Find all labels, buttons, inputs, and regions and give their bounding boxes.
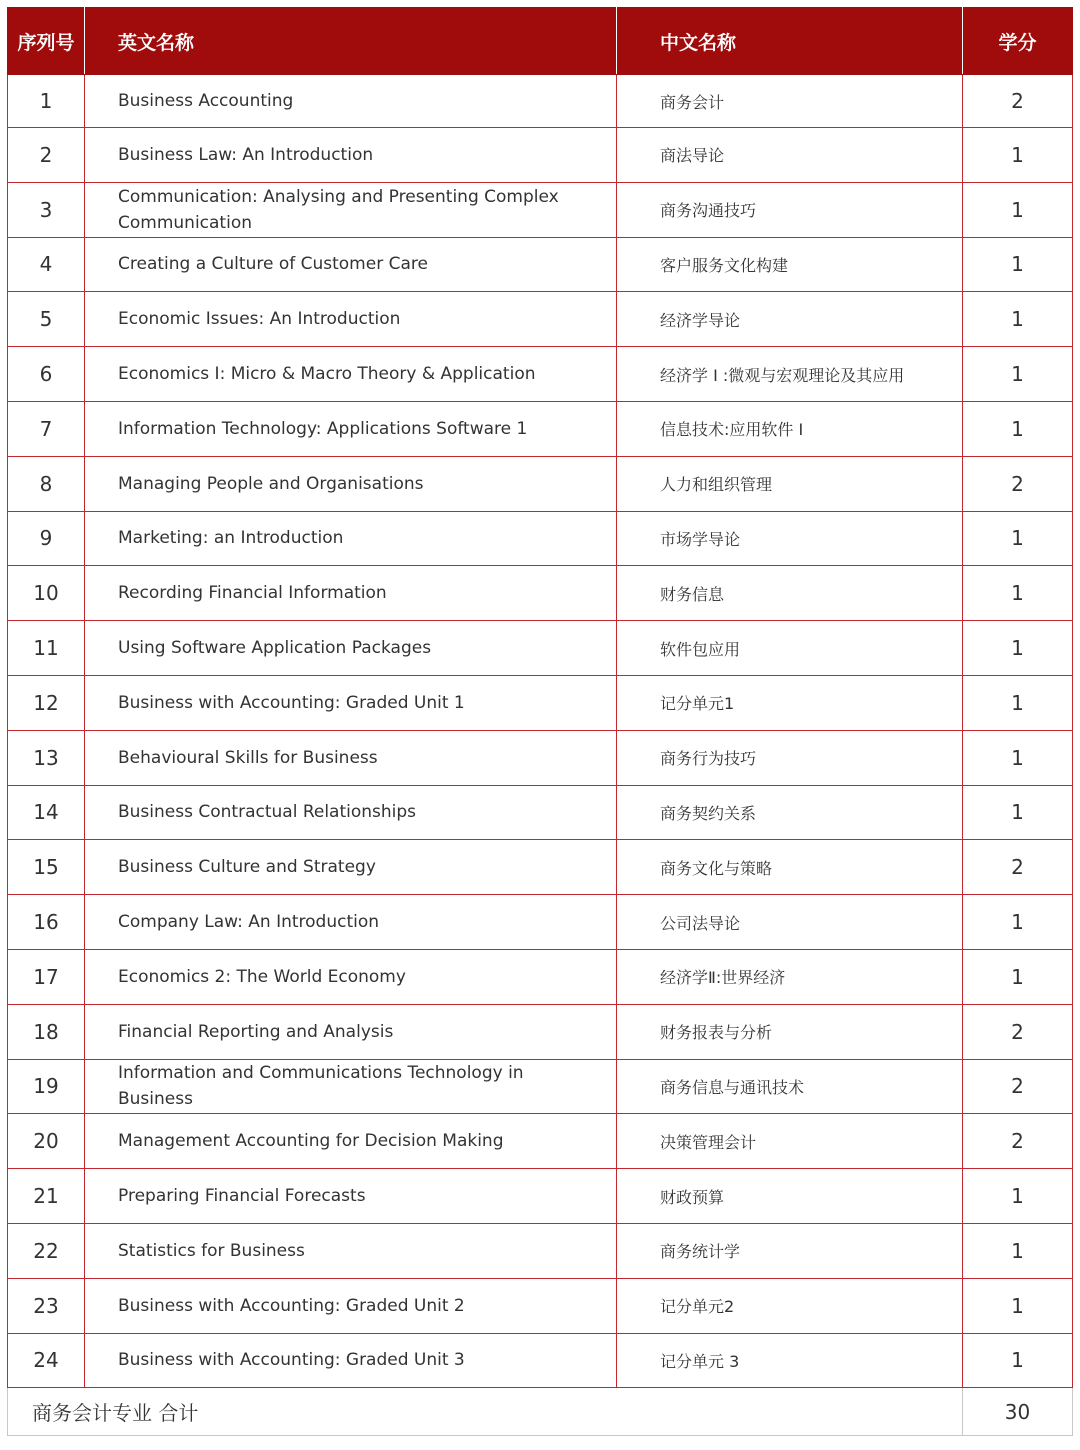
course-number: 4 xyxy=(8,237,85,292)
table-row xyxy=(8,1223,1073,1278)
course-credits: 2 xyxy=(963,1059,1073,1114)
course-english-name: Business Law: An Introduction xyxy=(85,128,617,183)
course-english-name: Economics 2: The World Economy xyxy=(85,949,617,1004)
course-number: 1 xyxy=(8,75,85,128)
course-number: 13 xyxy=(8,730,85,785)
course-english-name: Economics I: Micro & Macro Theory & Application xyxy=(85,347,617,402)
course-number: 15 xyxy=(8,840,85,895)
course-credits: 1 xyxy=(963,1333,1073,1388)
table-row xyxy=(8,1278,1073,1333)
course-chinese-name: 商法导论 xyxy=(617,128,963,183)
course-english-name: Business with Accounting: Graded Unit 3 xyxy=(85,1333,617,1388)
course-number: 24 xyxy=(8,1333,85,1388)
course-number: 14 xyxy=(8,785,85,840)
table-row xyxy=(8,75,1073,128)
course-number: 16 xyxy=(8,895,85,950)
course-credits: 1 xyxy=(963,1278,1073,1333)
course-credits: 1 xyxy=(963,511,1073,566)
table-row xyxy=(8,128,1073,183)
header-credits: 学分 xyxy=(963,8,1073,75)
course-chinese-name: 商务会计 xyxy=(617,75,963,128)
table-row xyxy=(8,840,1073,895)
course-number: 20 xyxy=(8,1114,85,1169)
course-english-name: Using Software Application Packages xyxy=(85,621,617,676)
course-chinese-name: 公司法导论 xyxy=(617,895,963,950)
table-row xyxy=(8,347,1073,402)
course-credits: 1 xyxy=(963,292,1073,347)
course-chinese-name: 人力和组织管理 xyxy=(617,456,963,511)
table-row xyxy=(8,511,1073,566)
header-chinese-name: 中文名称 xyxy=(617,8,963,75)
course-english-name: Preparing Financial Forecasts xyxy=(85,1169,617,1224)
course-credits: 1 xyxy=(963,621,1073,676)
table-row xyxy=(8,1169,1073,1224)
course-number: 12 xyxy=(8,675,85,730)
course-credits: 1 xyxy=(963,675,1073,730)
course-english-name: Company Law: An Introduction xyxy=(85,895,617,950)
course-chinese-name: 商务契约关系 xyxy=(617,785,963,840)
course-number: 2 xyxy=(8,128,85,183)
course-english-name: Financial Reporting and Analysis xyxy=(85,1004,617,1059)
course-english-name: Information Technology: Applications Software 1 xyxy=(85,401,617,456)
course-table xyxy=(7,7,1073,1436)
table-row xyxy=(8,182,1073,237)
course-chinese-name: 经济学Ⅱ:世界经济 xyxy=(617,949,963,1004)
course-chinese-name: 市场学导论 xyxy=(617,511,963,566)
course-english-name: Business Accounting xyxy=(85,75,617,128)
course-chinese-name: 商务统计学 xyxy=(617,1223,963,1278)
table-header-row xyxy=(8,8,1073,75)
table-row xyxy=(8,895,1073,950)
table-row xyxy=(8,1059,1073,1114)
course-chinese-name: 商务信息与通讯技术 xyxy=(617,1059,963,1114)
course-english-name: Business with Accounting: Graded Unit 2 xyxy=(85,1278,617,1333)
course-credits: 1 xyxy=(963,895,1073,950)
course-chinese-name: 记分单元 3 xyxy=(617,1333,963,1388)
course-number: 6 xyxy=(8,347,85,402)
table-body xyxy=(8,75,1073,1436)
course-credits: 1 xyxy=(963,566,1073,621)
course-number: 18 xyxy=(8,1004,85,1059)
course-credits: 1 xyxy=(963,128,1073,183)
course-number: 23 xyxy=(8,1278,85,1333)
course-english-name: Business Contractual Relationships xyxy=(85,785,617,840)
course-credits: 2 xyxy=(963,1114,1073,1169)
header-no: 序列号 xyxy=(8,8,85,75)
course-number: 9 xyxy=(8,511,85,566)
table-row xyxy=(8,1004,1073,1059)
course-number: 8 xyxy=(8,456,85,511)
course-chinese-name: 记分单元2 xyxy=(617,1278,963,1333)
table-row xyxy=(8,730,1073,785)
course-english-name: Management Accounting for Decision Making xyxy=(85,1114,617,1169)
course-english-name: Recording Financial Information xyxy=(85,566,617,621)
course-credits: 1 xyxy=(963,1223,1073,1278)
course-chinese-name: 财务信息 xyxy=(617,566,963,621)
table-row xyxy=(8,292,1073,347)
course-english-name: Communication: Analysing and Presenting Complex Communication xyxy=(85,182,617,237)
table-row xyxy=(8,566,1073,621)
course-chinese-name: 经济学 I :微观与宏观理论及其应用 xyxy=(617,347,963,402)
course-credits: 2 xyxy=(963,456,1073,511)
course-credits: 1 xyxy=(963,785,1073,840)
course-credits: 2 xyxy=(963,840,1073,895)
course-number: 17 xyxy=(8,949,85,1004)
table-row xyxy=(8,237,1073,292)
course-chinese-name: 信息技术:应用软件 I xyxy=(617,401,963,456)
course-english-name: Business with Accounting: Graded Unit 1 xyxy=(85,675,617,730)
table-row xyxy=(8,949,1073,1004)
course-credits: 2 xyxy=(963,1004,1073,1059)
course-credits: 1 xyxy=(963,237,1073,292)
course-english-name: Statistics for Business xyxy=(85,1223,617,1278)
course-number: 11 xyxy=(8,621,85,676)
course-english-name: Economic Issues: An Introduction xyxy=(85,292,617,347)
course-chinese-name: 客户服务文化构建 xyxy=(617,237,963,292)
table-row xyxy=(8,785,1073,840)
course-chinese-name: 决策管理会计 xyxy=(617,1114,963,1169)
course-chinese-name: 商务沟通技巧 xyxy=(617,182,963,237)
course-chinese-name: 商务文化与策略 xyxy=(617,840,963,895)
course-chinese-name: 软件包应用 xyxy=(617,621,963,676)
header-english-name: 英文名称 xyxy=(85,8,617,75)
course-credits: 1 xyxy=(963,347,1073,402)
course-number: 5 xyxy=(8,292,85,347)
table-row xyxy=(8,621,1073,676)
course-credits: 1 xyxy=(963,182,1073,237)
course-number: 19 xyxy=(8,1059,85,1114)
table-row xyxy=(8,456,1073,511)
course-number: 10 xyxy=(8,566,85,621)
course-english-name: Business Culture and Strategy xyxy=(85,840,617,895)
table-row xyxy=(8,1114,1073,1169)
course-credits: 1 xyxy=(963,949,1073,1004)
total-label: 商务会计专业 合计 xyxy=(8,1388,963,1436)
course-english-name: Creating a Culture of Customer Care xyxy=(85,237,617,292)
course-number: 7 xyxy=(8,401,85,456)
course-number: 21 xyxy=(8,1169,85,1224)
course-english-name: Managing People and Organisations xyxy=(85,456,617,511)
course-credits: 2 xyxy=(963,75,1073,128)
course-credits: 1 xyxy=(963,730,1073,785)
course-chinese-name: 财政预算 xyxy=(617,1169,963,1224)
course-chinese-name: 记分单元1 xyxy=(617,675,963,730)
course-chinese-name: 商务行为技巧 xyxy=(617,730,963,785)
course-english-name: Information and Communications Technology in Business xyxy=(85,1059,617,1114)
course-number: 3 xyxy=(8,182,85,237)
total-credits: 30 xyxy=(963,1388,1073,1436)
table-row xyxy=(8,675,1073,730)
total-row xyxy=(8,1388,1073,1436)
course-number: 22 xyxy=(8,1223,85,1278)
course-english-name: Behavioural Skills for Business xyxy=(85,730,617,785)
course-english-name: Marketing: an Introduction xyxy=(85,511,617,566)
course-credits: 1 xyxy=(963,1169,1073,1224)
course-chinese-name: 经济学导论 xyxy=(617,292,963,347)
course-credits: 1 xyxy=(963,401,1073,456)
table-row xyxy=(8,1333,1073,1388)
table-row xyxy=(8,401,1073,456)
course-chinese-name: 财务报表与分析 xyxy=(617,1004,963,1059)
